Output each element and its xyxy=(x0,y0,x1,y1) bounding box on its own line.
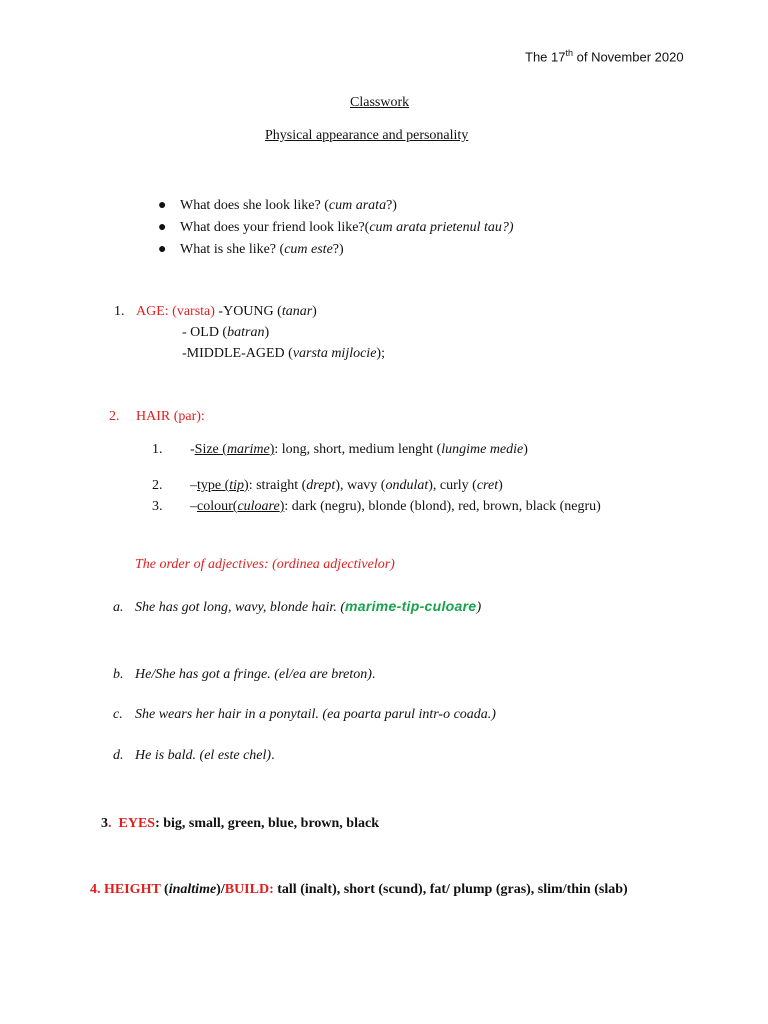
age-middle-end: ); xyxy=(376,346,385,361)
hair-heading xyxy=(109,409,205,425)
question-list xyxy=(158,195,514,261)
hair-item-dash: - xyxy=(190,442,195,457)
question-translation: cum este xyxy=(284,242,333,257)
date-post: of November 2020 xyxy=(573,49,684,65)
question-item xyxy=(158,195,514,217)
order-text: She wears her hair in a ponytail. (ea poarta parul intr-o coada.) xyxy=(135,707,496,722)
hair-item-dash: – xyxy=(190,499,197,514)
order-heading: The order of adjectives: (ordinea adjectivelor) xyxy=(135,557,395,572)
date-line xyxy=(525,48,684,64)
date-pre: The 17 xyxy=(525,49,566,65)
age-middle: -MIDDLE-AGED ( xyxy=(182,346,293,361)
question-end: ?) xyxy=(386,198,397,213)
hair-item-colour xyxy=(152,496,601,517)
order-letter: c. xyxy=(113,707,123,722)
hair-item-text: : dark (negru), blonde (blond), red, brown, black (negru) xyxy=(284,499,601,514)
hair-item-key-ro: culoare xyxy=(237,499,280,514)
hair-item-type xyxy=(152,475,601,496)
question-item xyxy=(158,217,514,239)
question-text: What does your friend look like?( xyxy=(180,220,370,235)
bullet-icon: ● xyxy=(158,220,167,235)
question-translation: cum arata xyxy=(328,198,387,213)
order-letter: b. xyxy=(113,667,124,682)
order-letter: a. xyxy=(113,600,124,615)
age-young-end: ) xyxy=(312,304,317,319)
order-item xyxy=(113,598,481,616)
age-middle-ro: varsta mijlocie xyxy=(292,346,377,361)
page-subtitle: Physical appearance and personality xyxy=(265,128,469,143)
height-open: ( xyxy=(160,882,169,897)
age-young-ro: tanar xyxy=(281,304,313,319)
hair-item-number: 1. xyxy=(152,442,163,457)
section-number: 1. xyxy=(114,304,125,319)
order-item xyxy=(113,667,375,683)
age-label: AGE: (varsta) xyxy=(136,304,215,319)
hair-item-dash: – xyxy=(190,478,197,493)
hair-item-key-end: ) xyxy=(244,478,249,493)
hair-item-key-end: ) xyxy=(269,442,275,457)
hair-item-number: 3. xyxy=(152,499,163,514)
question-end: ?) xyxy=(332,242,344,257)
hair-item-ro: drept xyxy=(306,478,336,493)
age-line-young xyxy=(114,301,385,322)
age-old-end: ) xyxy=(264,325,270,340)
hair-item-key-ro: marime xyxy=(226,442,270,457)
section-number: 2. xyxy=(109,409,120,424)
hair-item-key-end: ) xyxy=(279,499,285,514)
order-text: He is bald. (el este chel) xyxy=(135,748,272,763)
height-ro: inaltime xyxy=(168,882,217,897)
age-old: - OLD ( xyxy=(182,325,228,340)
hair-item-text: ), curly ( xyxy=(428,478,477,493)
hair-item-number: 2. xyxy=(152,478,163,493)
age-line-middle xyxy=(114,343,385,364)
height-text: tall (inalt), short (scund), fat/ plump (gras), slim/thin (slab) xyxy=(273,882,628,897)
hair-item xyxy=(152,475,601,517)
hair-item-text: ) xyxy=(498,478,503,493)
question-item xyxy=(158,239,514,261)
bullet-icon: ● xyxy=(158,242,167,257)
order-item xyxy=(113,748,275,764)
question-text: What is she like? ( xyxy=(180,242,285,257)
build-label: BUILD: xyxy=(224,882,274,897)
height-close: )/ xyxy=(216,882,225,897)
hair-item-key-ro: tip xyxy=(229,478,245,493)
hair-item-text: : long, short, medium lenght ( xyxy=(274,442,442,457)
age-old-ro: batran xyxy=(227,325,265,340)
eyes-label: EYES xyxy=(118,816,156,831)
order-end: . xyxy=(371,667,376,682)
height-section xyxy=(90,882,628,898)
height-label: 4. HEIGHT xyxy=(90,882,161,897)
order-green-text: marime-tip-culoare xyxy=(345,598,477,614)
page-title: Classwork xyxy=(350,95,410,110)
order-letter: d. xyxy=(113,748,124,763)
hair-item-text: ), wavy ( xyxy=(335,478,386,493)
eyes-dot: . xyxy=(108,816,112,831)
hair-item-key: colour( xyxy=(197,499,238,514)
question-text: What does she look like? ( xyxy=(180,198,329,213)
eyes-section xyxy=(101,816,379,832)
order-end: ) xyxy=(476,600,482,615)
eyes-text: : big, small, green, blue, brown, black xyxy=(155,816,379,831)
hair-item-ro: cret xyxy=(476,478,499,493)
hair-item-key: type ( xyxy=(197,478,230,493)
order-item xyxy=(113,707,496,723)
hair-item xyxy=(152,442,528,458)
hair-label: HAIR (par): xyxy=(136,409,205,424)
hair-item-ro: lungime medie xyxy=(441,442,524,457)
age-young: -YOUNG ( xyxy=(214,304,282,319)
age-line-old xyxy=(114,322,385,343)
hair-item-ro: ondulat xyxy=(385,478,429,493)
bullet-icon: ● xyxy=(158,198,167,213)
date-sup: th xyxy=(565,48,573,58)
age-section xyxy=(114,301,385,364)
hair-item-text: : straight ( xyxy=(248,478,307,493)
hair-item-key: Size ( xyxy=(194,442,227,457)
order-text: She has got long, wavy, blonde hair. ( xyxy=(135,600,345,615)
hair-item-text: ) xyxy=(523,442,528,457)
order-text: He/She has got a fringe. (el/ea are breton) xyxy=(135,667,372,682)
question-translation: cum arata prietenul tau?) xyxy=(369,220,514,235)
section-number: 3 xyxy=(101,816,108,831)
order-end: . xyxy=(271,748,275,763)
